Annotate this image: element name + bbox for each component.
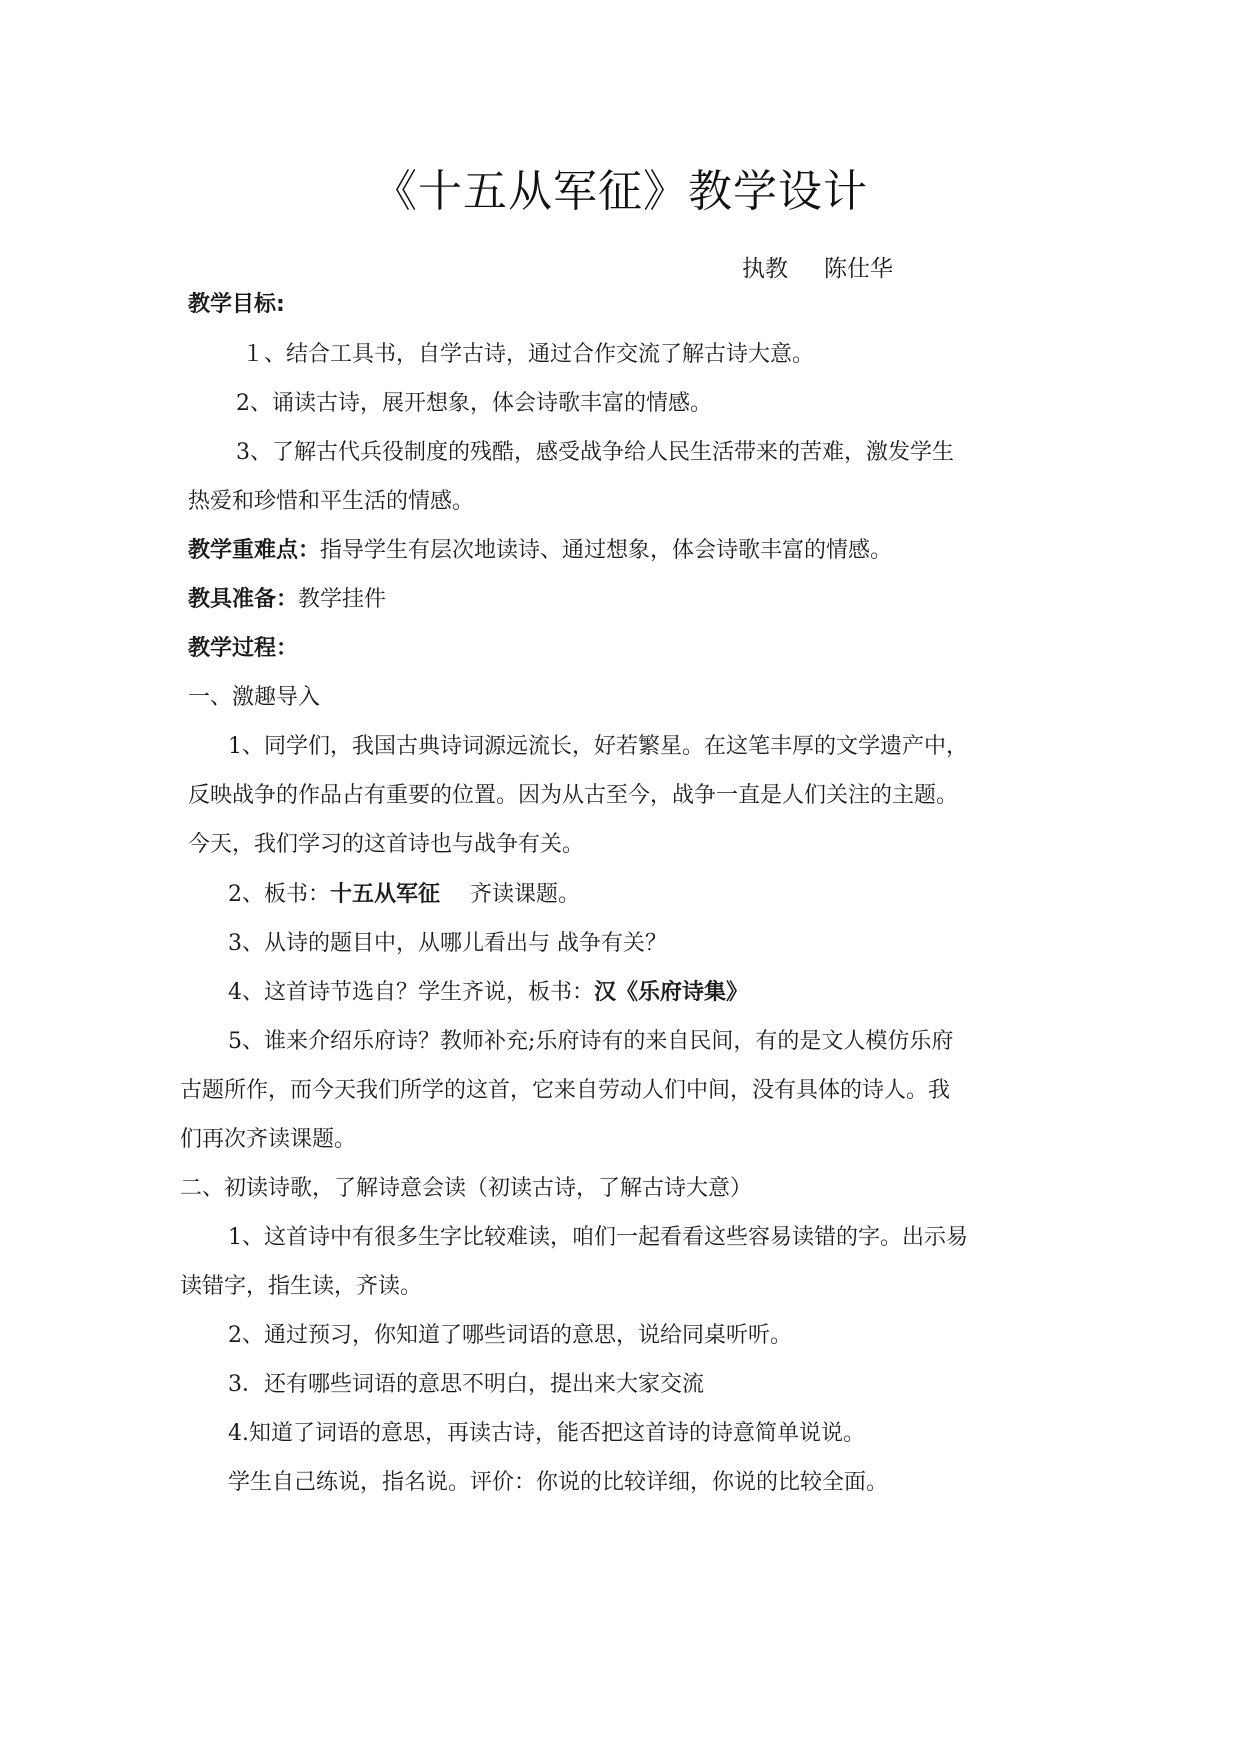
goals-heading: 教学目标:	[188, 292, 285, 317]
s1-item3: 3、从诗的题目中，从哪儿看出与 战争有关？	[228, 931, 667, 956]
goal-2: 2、诵读古诗，展开想象，体会诗歌丰富的情感。	[236, 391, 712, 416]
s1-item1-line-1: 1、同学们，我国古典诗词源远流长，好若繁星。在这笔丰厚的文学遗产中，	[228, 734, 968, 759]
goal-3-line-2: 热爱和珍惜和平生活的情感。	[188, 489, 475, 514]
author-line	[742, 250, 893, 283]
goal-3-line-1: 3、了解古代兵役制度的残酷，感受战争给人民生活带来的苦难，激发学生	[236, 440, 954, 465]
s1-item2-prefix: 2、板书：	[228, 882, 330, 907]
s1-item1-line-2: 反映战争的作品占有重要的位置。因为从古至今，战争一直是人们关注的主题。	[188, 783, 959, 808]
s2-item5: 学生自己练说，指名说。评价：你说的比较详细，你说的比较全面。	[228, 1470, 889, 1495]
s1-item2-board-title: 十五从军征	[330, 882, 441, 907]
s1-item5-line-1: 5、谁来介绍乐府诗？教师补充;乐府诗有的来自民间，有的是文人模仿乐府	[228, 1029, 954, 1054]
materials-paragraph	[188, 585, 386, 615]
s1-item5-line-3: 们再次齐读课题。	[180, 1127, 357, 1152]
process-heading: 教学过程：	[188, 636, 299, 661]
s1-item4-board-source: 汉《乐府诗集》	[594, 980, 749, 1005]
s1-item4-prefix: 4、这首诗节选自？学生齐说，板书：	[228, 980, 594, 1005]
s2-item2: 2、通过预习，你知道了哪些词语的意思，说给同桌听听。	[228, 1323, 792, 1348]
s1-item5-line-2: 古题所作，而今天我们所学的这首，它来自劳动人们中间，没有具体的诗人。我	[180, 1078, 951, 1103]
key-points-heading: 教学重难点：	[188, 538, 321, 563]
s2-item4: 4.知道了词语的意思，再读古诗，能否把这首诗的诗意简单说说。	[228, 1421, 865, 1446]
s2-item1-line-2: 读错字，指生读，齐读。	[180, 1274, 423, 1299]
document-title: 《十五从军征》教学设计	[373, 166, 868, 217]
key-points-text: 指导学生有层次地读诗、通过想象，体会诗歌丰富的情感。	[320, 538, 893, 563]
s2-item1-line-1: 1、这首诗中有很多生字比较难读，咱们一起看看这些容易读错的字。出示易	[228, 1225, 968, 1250]
s1-item2	[228, 880, 580, 910]
goal-1: １、结合工具书，自学古诗，通过合作交流了解古诗大意。	[242, 342, 815, 367]
author-label: 执教	[742, 256, 788, 282]
s1-item4	[228, 978, 748, 1008]
section-2-heading: 二、初读诗歌，了解诗意会读（初读古诗，了解古诗大意）	[180, 1176, 753, 1201]
s1-item1-line-3: 今天，我们学习的这首诗也与战争有关。	[188, 832, 585, 857]
key-points-paragraph	[188, 536, 892, 566]
section-1-heading: 一、激趣导入	[188, 685, 321, 710]
author-name: 陈仕华	[824, 256, 893, 282]
s1-item2-suffix: 齐读课题。	[470, 882, 581, 907]
s2-item3: 3．还有哪些词语的意思不明白，提出来大家交流	[228, 1372, 704, 1397]
materials-text: 教学挂件	[298, 587, 387, 612]
materials-heading: 教具准备：	[188, 587, 299, 612]
